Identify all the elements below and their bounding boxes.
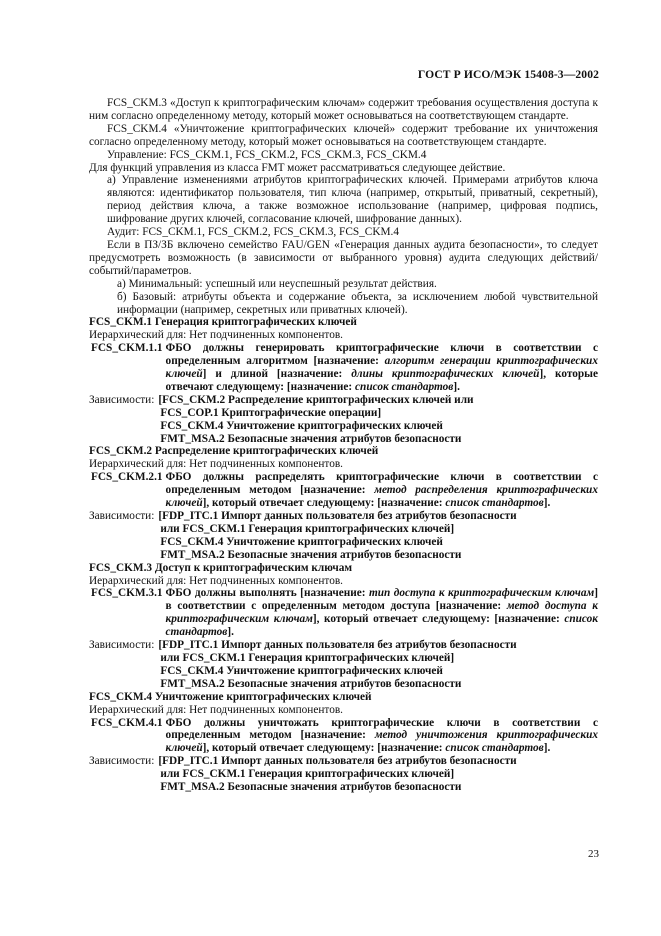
- requirement-text-part: ФБО должны генерировать криптографические ключи в соответствии с определенным алгоритмом [назначение:: [165, 342, 598, 368]
- requirement-text-part: ].: [543, 742, 551, 755]
- requirement-text-part: ], который отвечает следующему: [назначение:: [202, 742, 446, 755]
- component-hierarchy: Иерархический для: Нет подчиненных компонентов.: [89, 703, 343, 716]
- component-title: FCS_CKM.1 Генерация криптографических ключей: [89, 316, 357, 329]
- requirement-text-part: ФБО должны уничтожать криптографические ключи в соответствии с определенным методом [назначение:: [165, 716, 598, 742]
- requirement-element: [89, 471, 598, 510]
- dependency-item: [FDP_ITC.1 Импорт данных пользователя без атрибутов безопасности: [158, 639, 517, 652]
- audit-item-a: а) Минимальный: успешный или неуспешный результат действия.: [117, 277, 437, 290]
- dependencies: [89, 510, 598, 562]
- audit-intro: Если в ПЗ/ЗБ включено семейство FAU/GEN «Генерация данных аудита безопасности», то следует предусмотреть возможность (в зависимости от выбранного уровня) аудита следующих действий/событий/параметров.: [89, 238, 598, 277]
- assignment-parameter: метод распределения криптографических ключей: [165, 484, 598, 510]
- dependency-item: FMT_MSA.2 Безопасные значения атрибутов безопасности: [160, 432, 462, 445]
- dependencies-label: Зависимости:: [89, 639, 155, 652]
- assignment-parameter: список стандартов: [355, 380, 454, 393]
- requirement-element: [89, 342, 598, 394]
- audit-item-b: б) Базовый: атрибуты объекта и содержание объекта, за исключением любой чувствительной информации (например, секретных или приватных ключей).: [117, 290, 598, 316]
- requirement-id: FCS_CKM.2.1: [91, 471, 163, 484]
- dependency-item: FCS_CKM.4 Уничтожение криптографических ключей: [160, 664, 443, 677]
- management-line: Управление: FCS_CKM.1, FCS_CKM.2, FCS_CKM.3, FCS_CKM.4: [107, 148, 427, 161]
- dependency-item: FCS_COP.1 Криптографические операции]: [160, 406, 382, 419]
- requirement-text-part: ] и длиной [назначение:: [202, 368, 352, 381]
- component-hierarchy: Иерархический для: Нет подчиненных компонентов.: [89, 329, 343, 342]
- requirement-text-part: ].: [543, 497, 551, 510]
- dependency-item: [FDP_ITC.1 Импорт данных пользователя без атрибутов безопасности: [158, 755, 517, 768]
- dependencies-label: Зависимости:: [89, 393, 155, 406]
- ckm3-description: FCS_CKM.3 «Доступ к криптографическим ключам» содержит требования осуществления доступа к ним согласно определенному методу, который может основываться на соответствующем стандарте.: [89, 97, 598, 122]
- dependency-item: FCS_CKM.4 Уничтожение криптографических ключей: [160, 419, 443, 432]
- requirement-id: FCS_CKM.3.1: [91, 587, 163, 600]
- requirement-text-part: ], который отвечает следующему: [назначение:: [202, 497, 446, 510]
- component-hierarchy: Иерархический для: Нет подчиненных компонентов.: [89, 574, 343, 587]
- dependency-item: или FCS_CKM.1 Генерация криптографических ключей]: [160, 768, 455, 781]
- assignment-parameter: тип доступа к криптографическим ключам: [368, 587, 595, 600]
- component-section: [89, 316, 598, 445]
- dependencies-label: Зависимости:: [89, 755, 155, 768]
- requirement-text-part: ФБО должны выполнять [назначение:: [165, 587, 369, 600]
- assignment-parameter: длины криптографических ключей: [351, 368, 540, 381]
- dependency-item: или FCS_CKM.1 Генерация криптографических ключей]: [160, 651, 455, 664]
- requirement-text-part: ].: [227, 626, 234, 639]
- assignment-parameter: список стандартов: [165, 613, 598, 639]
- dependency-item: [FCS_CKM.2 Распределение криптографических ключей или: [158, 393, 474, 406]
- ckm4-description: FCS_CKM.4 «Уничтожение криптографических ключей» содержит требование их уничтожения согласно определенному методу, который может основываться на соответствующем стандарте.: [89, 122, 598, 148]
- requirement-text: [166, 587, 598, 639]
- requirement-text-part: ], который отвечает следующему: [назначение:: [312, 613, 565, 626]
- requirement-text-part: ФБО должны распределять криптографические ключи в соответствии с определенным методом [назначение:: [165, 471, 598, 497]
- assignment-parameter: список стандартов: [445, 742, 544, 755]
- requirement-text: [166, 342, 598, 394]
- dependency-item: FMT_MSA.2 Безопасные значения атрибутов безопасности: [160, 677, 462, 690]
- dependency-item: [FDP_ITC.1 Импорт данных пользователя без атрибутов безопасности: [158, 510, 517, 522]
- requirement-text-part: ].: [453, 380, 460, 393]
- dependencies-label: Зависимости:: [89, 510, 155, 522]
- dependencies: [89, 639, 598, 691]
- component-title: FCS_CKM.2 Распределение криптографических ключей: [89, 445, 379, 458]
- requirement-element: [89, 717, 598, 756]
- component-title: FCS_CKM.3 Доступ к криптографическим ключам: [89, 561, 353, 574]
- component-section: [89, 445, 598, 561]
- requirement-id: FCS_CKM.1.1: [91, 342, 163, 355]
- dependencies: [89, 755, 598, 794]
- requirement-id: FCS_CKM.4.1: [91, 716, 163, 729]
- assignment-parameter: алгоритм генерации криптографических ключей: [165, 355, 598, 381]
- assignment-parameter: метод уничтожения криптографических ключей: [165, 729, 598, 755]
- requirement-text-part: ] в соответствии с определенным методом доступа [назначение:: [165, 587, 598, 613]
- requirement-text-part: ], которые отвечают следующему: [назначение:: [165, 368, 599, 393]
- component-title: FCS_CKM.4 Уничтожение криптографических ключей: [89, 690, 372, 703]
- component-section: [89, 691, 598, 794]
- assignment-parameter: метод доступа к криптографическим ключам: [165, 600, 598, 626]
- requirement-text: [166, 717, 598, 756]
- dependencies: [89, 394, 598, 446]
- dependency-item: или FCS_CKM.1 Генерация криптографических ключей]: [160, 522, 455, 535]
- dependency-item: FMT_MSA.2 Безопасные значения атрибутов безопасности: [160, 781, 462, 794]
- dependency-item: FCS_CKM.4 Уничтожение криптографических ключей: [160, 535, 443, 548]
- management-item-a: а) Управление изменениями атрибутов криптографических ключей. Примерами атрибутов ключа являются: идентификатор пользователя, тип ключа (например, открытый, приватный, секретный), период действия ключа, а также возможное использование (например, цифровая подпись, шифрование других ключей, согласование ключей, шифрование данных).: [107, 174, 598, 226]
- component-list: [89, 316, 598, 794]
- requirement-element: [89, 587, 598, 639]
- dependency-item: FMT_MSA.2 Безопасные значения атрибутов безопасности: [160, 548, 462, 561]
- component-hierarchy: Иерархический для: Нет подчиненных компонентов.: [89, 458, 343, 471]
- audit-line: Аудит: FCS_CKM.1, FCS_CKM.2, FCS_CKM.3, FCS_CKM.4: [107, 226, 400, 239]
- page-header: ГОСТ Р ИСО/МЭК 15408-3—2002: [417, 68, 599, 81]
- page-number: 23: [588, 848, 599, 860]
- requirement-text: [166, 471, 598, 510]
- component-section: [89, 562, 598, 691]
- document-body: [89, 97, 598, 794]
- management-intro: Для функций управления из класса FMT может рассматриваться следующее действие.: [89, 161, 506, 174]
- assignment-parameter: список стандартов: [445, 497, 544, 510]
